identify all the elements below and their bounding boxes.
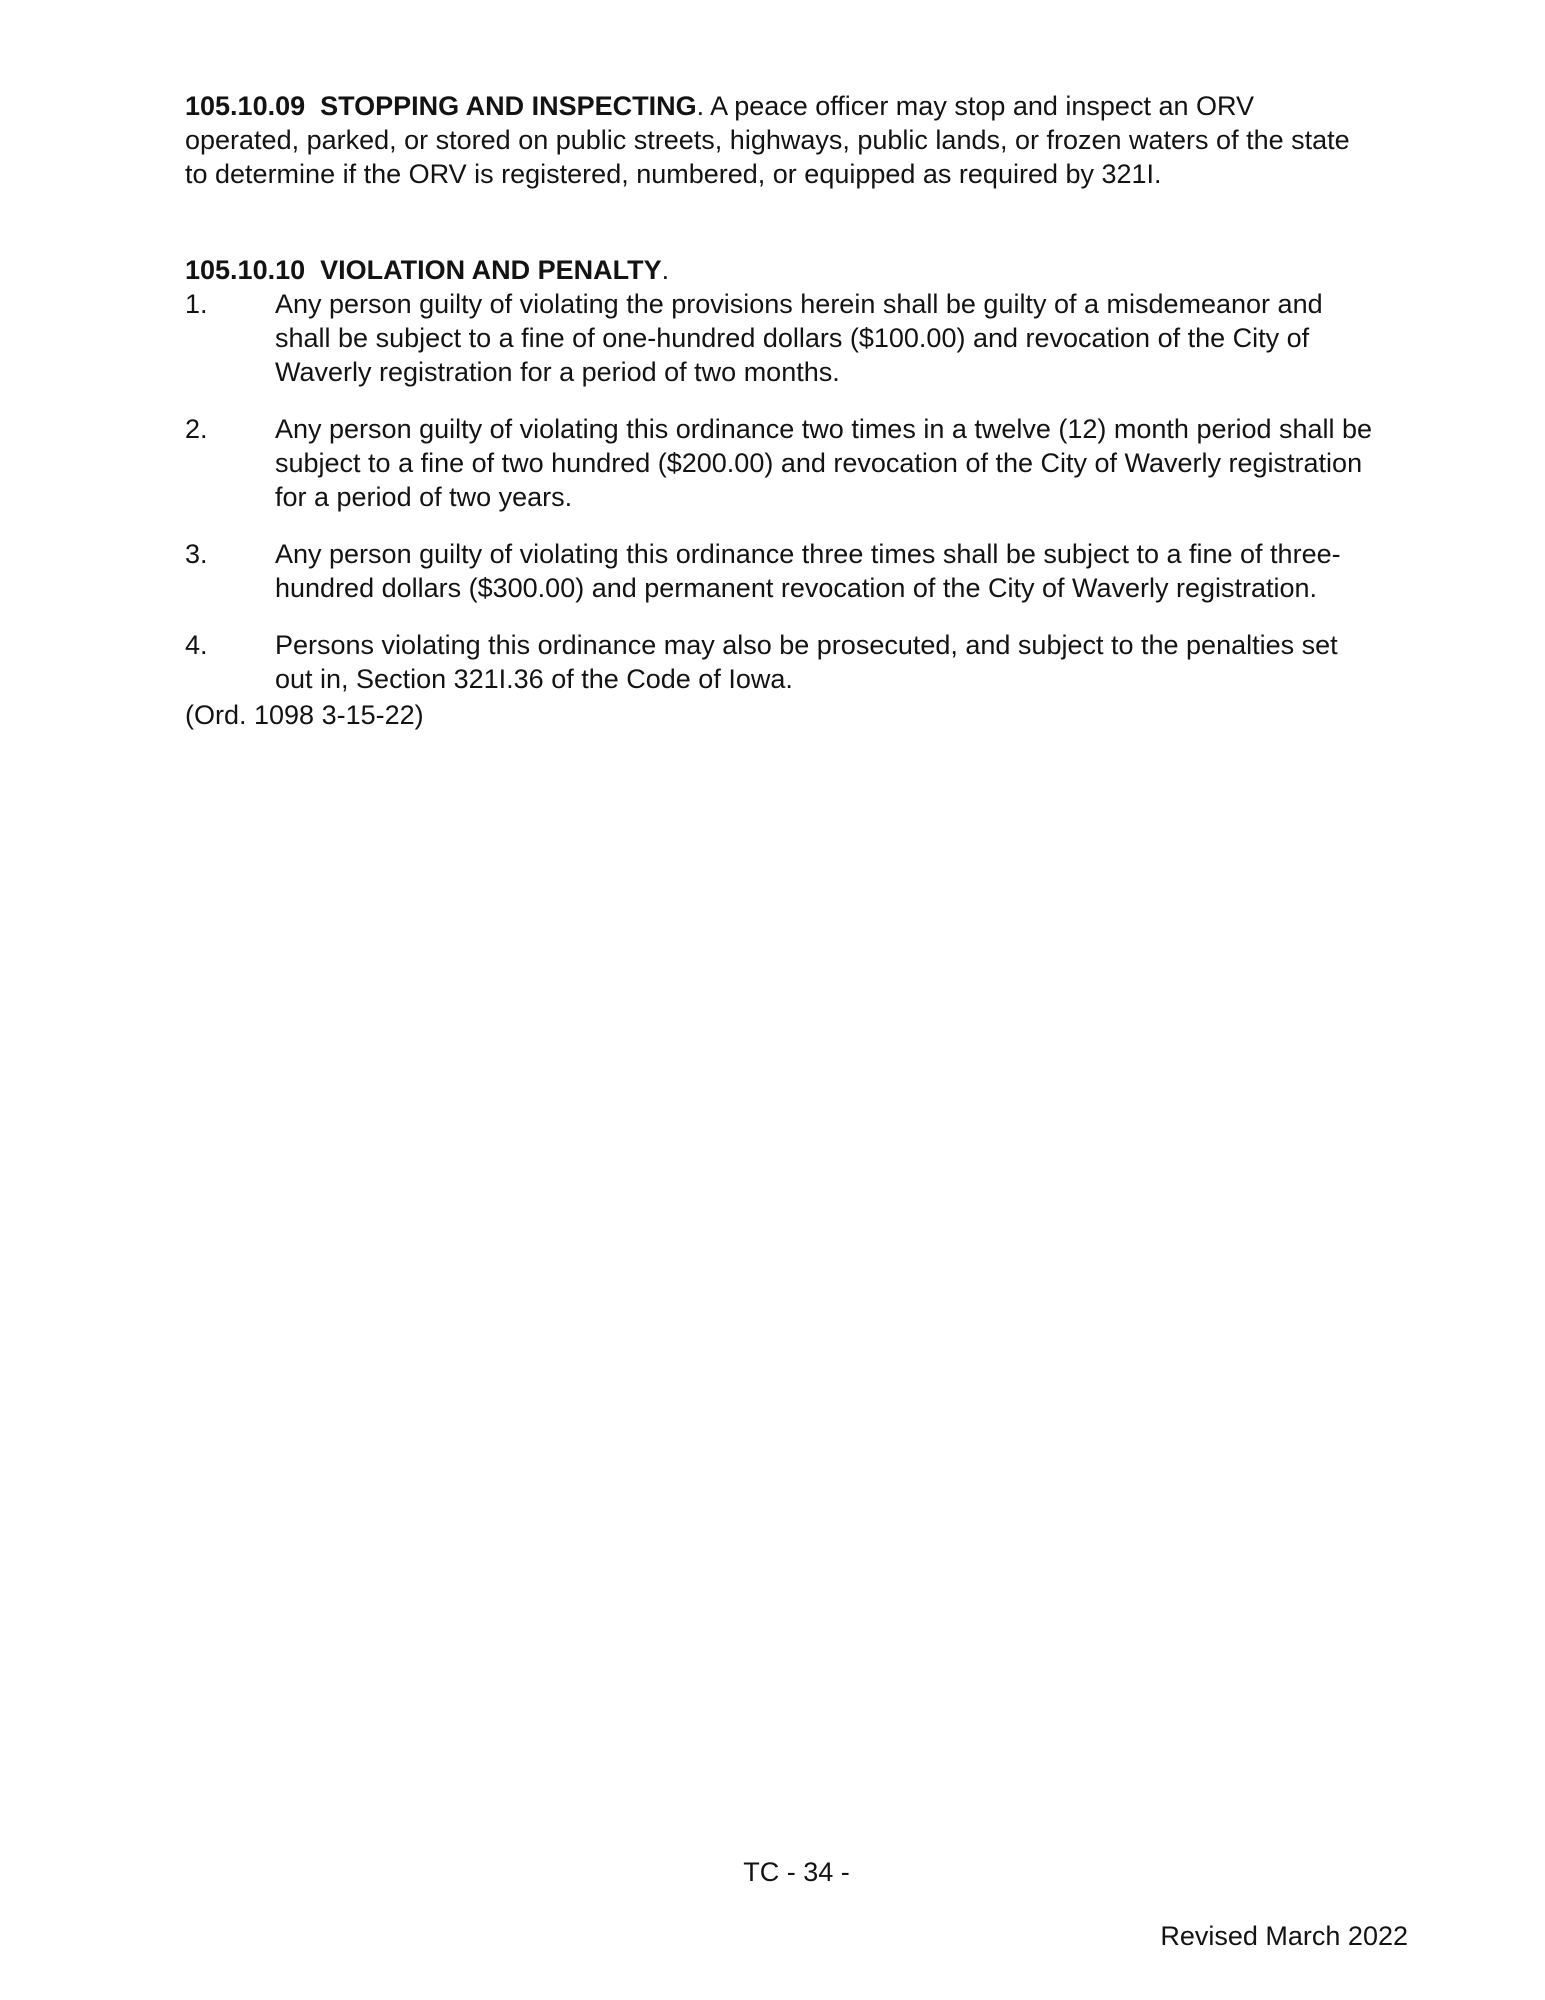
document-body bbox=[185, 89, 1408, 732]
paragraph-line: to determine if the ORV is registered, numbered, or equipped as required by 321I. bbox=[185, 159, 1162, 189]
revision-note: Revised March 2022 bbox=[1160, 1921, 1408, 1951]
penalty-item-3 bbox=[185, 537, 1408, 605]
item-line: subject to a fine of two hundred ($200.00) and revocation of the City of Waverly registration bbox=[275, 448, 1363, 478]
item-line: shall be subject to a fine of one-hundred dollars ($100.00) and revocation of the City of bbox=[275, 323, 1310, 353]
list-number: 1. bbox=[185, 289, 208, 319]
paragraph-line bbox=[185, 89, 1408, 123]
item-line: hundred dollars ($300.00) and permanent revocation of the City of Waverly registration. bbox=[275, 573, 1318, 603]
ordinance-reference: (Ord. 1098 3-15-22) bbox=[185, 700, 424, 730]
item-line: for a period of two years. bbox=[275, 482, 573, 512]
heading-period: . bbox=[661, 255, 670, 285]
list-number: 2. bbox=[185, 414, 208, 444]
section-violation-heading bbox=[185, 253, 1408, 287]
paragraph-line: operated, parked, or stored on public streets, highways, public lands, or frozen waters of the state bbox=[185, 125, 1350, 155]
penalty-item-1 bbox=[185, 287, 1408, 389]
page-number: TC - 34 - bbox=[743, 1857, 850, 1887]
item-line: Waverly registration for a period of two months. bbox=[275, 357, 840, 387]
item-line: Persons violating this ordinance may also be prosecuted, and subject to the penalties set bbox=[275, 630, 1338, 660]
section-body-text: . A peace officer may stop and inspect an ORV bbox=[696, 91, 1255, 121]
penalty-item-2 bbox=[185, 412, 1408, 514]
penalty-item-4 bbox=[185, 628, 1408, 696]
list-number: 4. bbox=[185, 630, 208, 660]
section-number-and-title: 105.10.09 STOPPING AND INSPECTING bbox=[185, 91, 697, 121]
item-line: Any person guilty of violating this ordinance three times shall be subject to a fine of three- bbox=[275, 539, 1341, 569]
list-number: 3. bbox=[185, 539, 208, 569]
section-number-and-title: 105.10.10 VIOLATION AND PENALTY bbox=[185, 255, 662, 285]
section-stopping-and-inspecting bbox=[185, 89, 1408, 191]
item-line: Any person guilty of violating this ordinance two times in a twelve (12) month period shall be bbox=[275, 414, 1373, 444]
item-line: out in, Section 321I.36 of the Code of Iowa. bbox=[275, 664, 793, 694]
item-line: Any person guilty of violating the provisions herein shall be guilty of a misdemeanor and bbox=[275, 289, 1323, 319]
